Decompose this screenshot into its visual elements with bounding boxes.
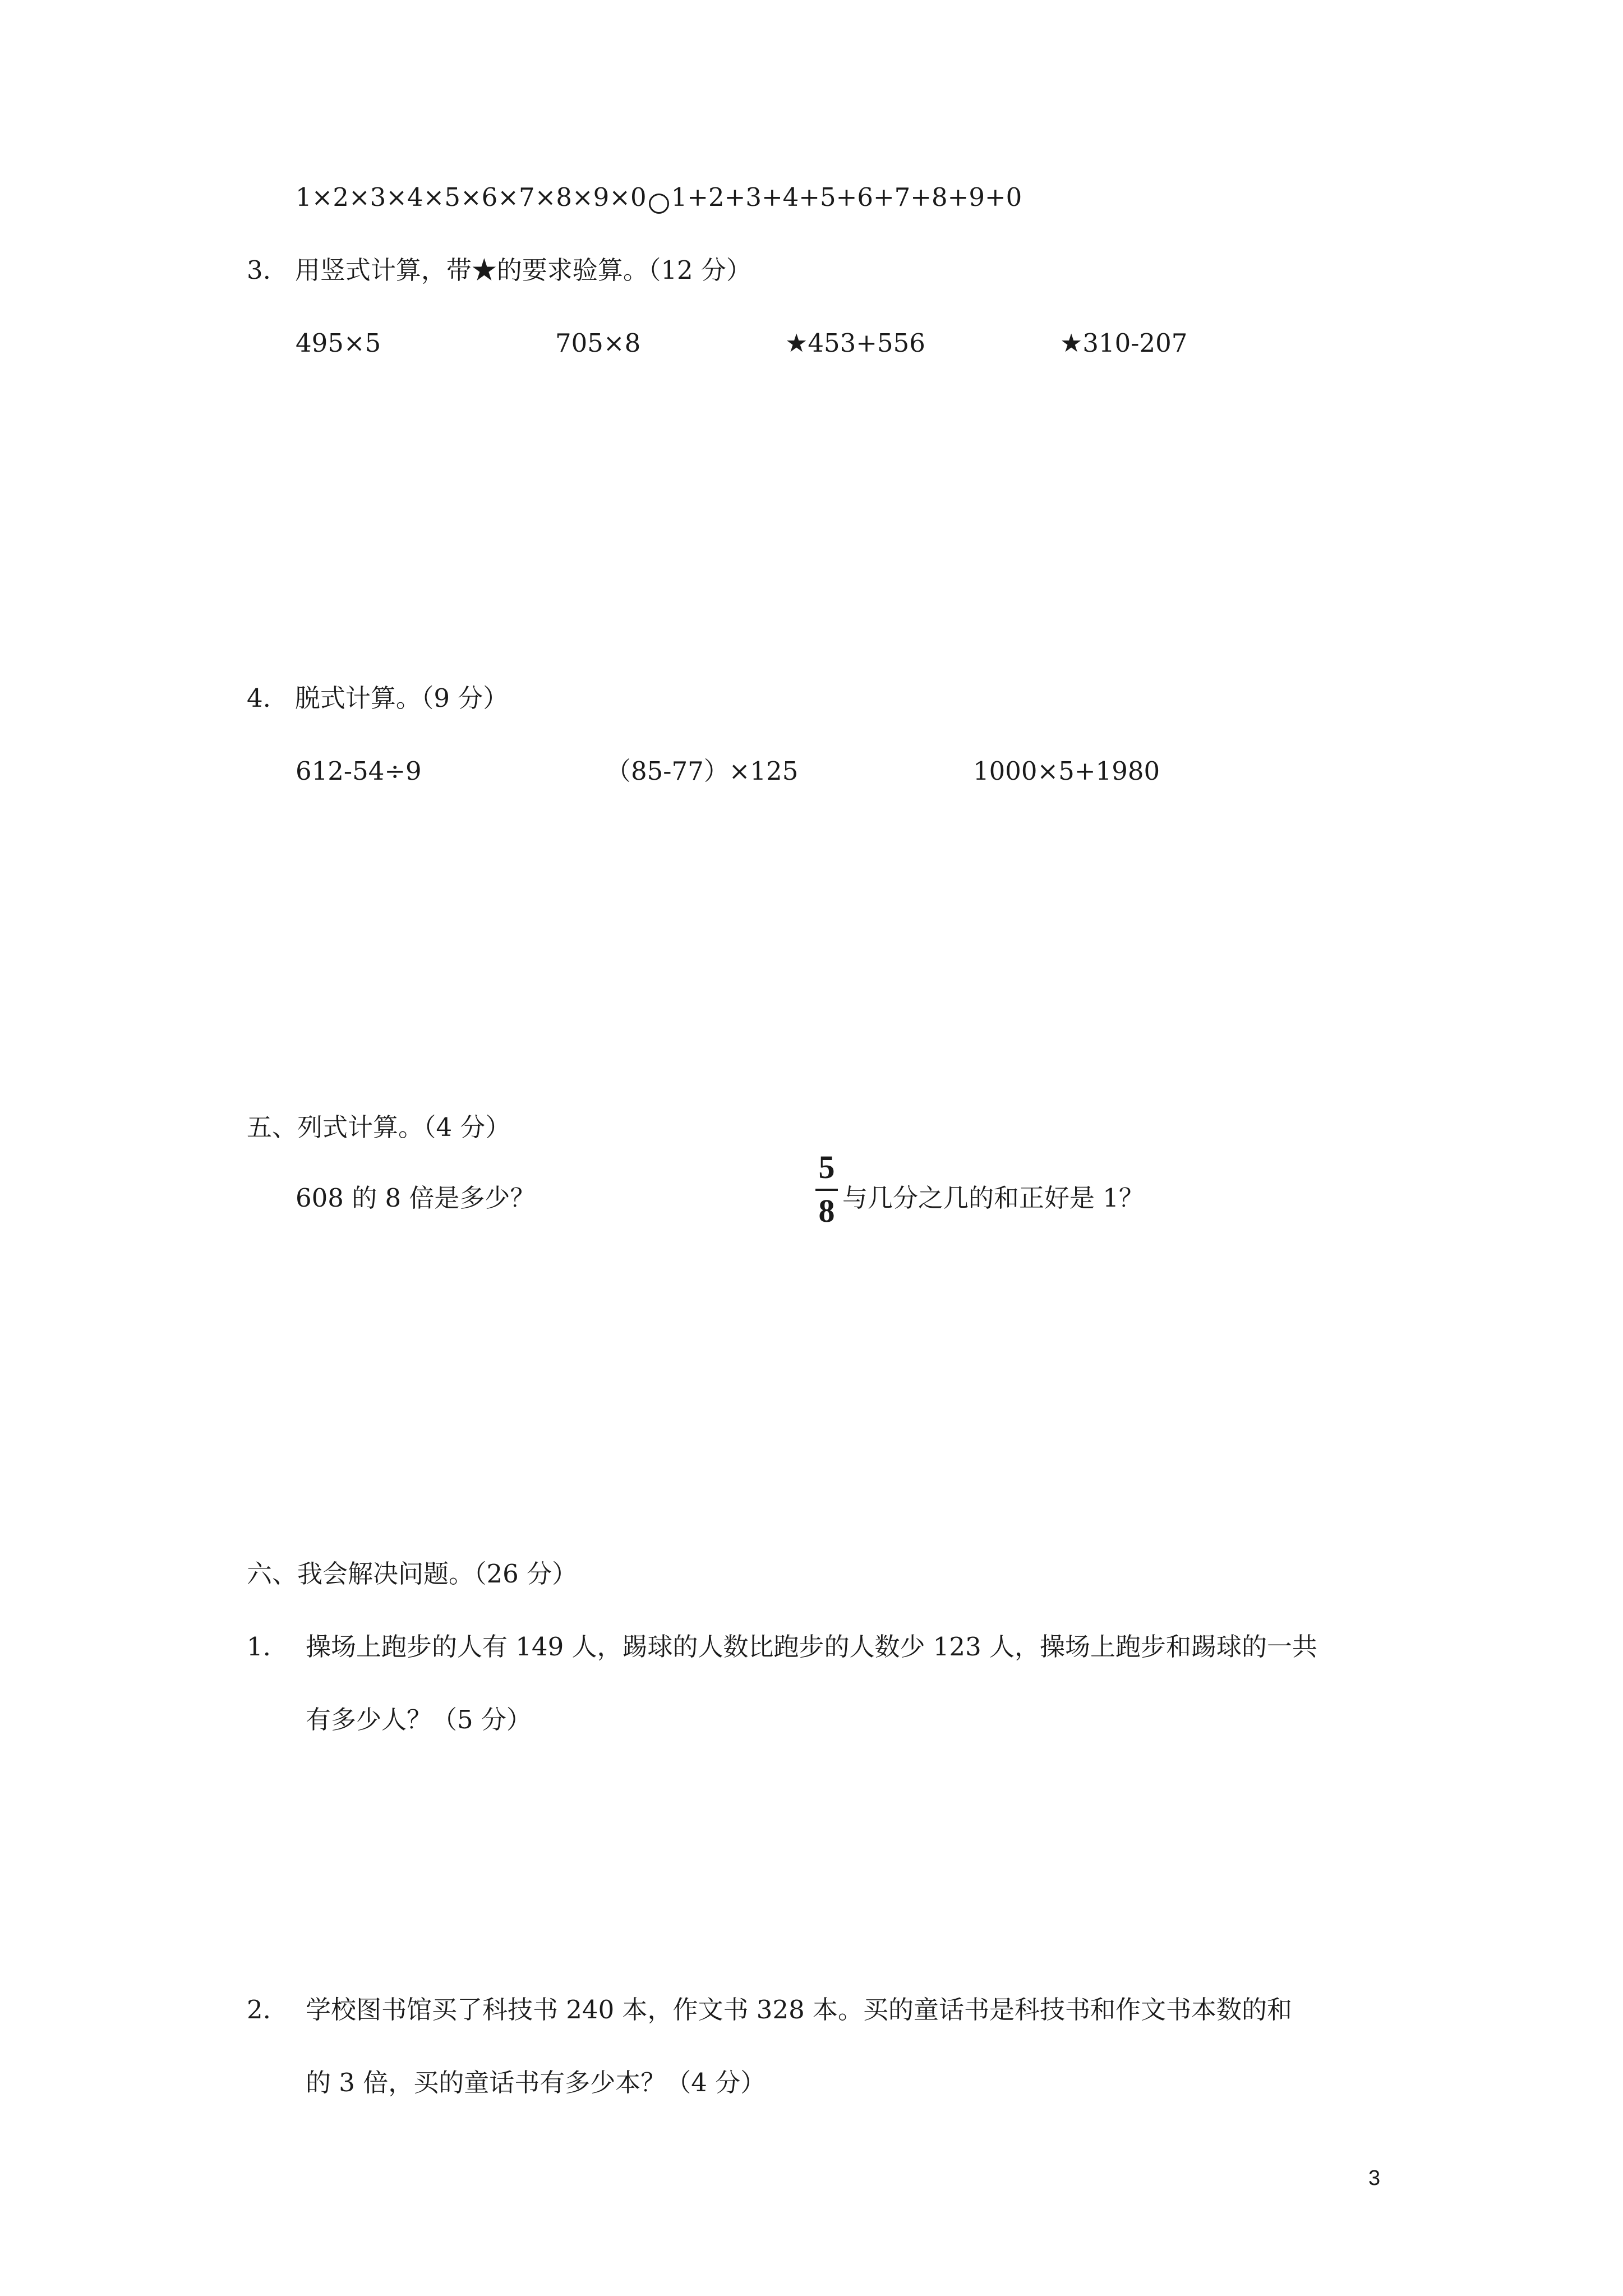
q4-item-2: （85-77）×125 (606, 756, 799, 786)
section5-title: 五、列式计算。（4 分） (247, 1112, 511, 1142)
fraction-denominator: 8 (818, 1193, 835, 1229)
problem-1-line-1: 操场上跑步的人有 149 人，踢球的人数比跑步的人数少 123 人，操场上跑步和踢球的一共 (306, 1632, 1318, 1662)
comparison-row (296, 181, 1022, 214)
q4-item-3: 1000×5+1980 (973, 756, 1160, 786)
comparison-left: 1×2×3×4×5×6×7×8×9×0 (296, 182, 647, 212)
q3-item-1: 495×5 (296, 328, 381, 358)
q3-item-4: ★310-207 (1060, 328, 1188, 358)
problem-2-line-1: 学校图书馆买了科技书 240 本，作文书 328 本。买的童话书是科技书和作文书本数的和 (306, 1995, 1293, 2024)
section5-item-2: 与几分之几的和正好是 1？ (842, 1183, 1144, 1213)
problem-1-number: 1. (247, 1632, 271, 1662)
q4-title: 4. 脱式计算。（9 分） (247, 683, 509, 713)
fraction-numerator: 5 (818, 1149, 835, 1185)
comparison-right: 1+2+3+4+5+6+7+8+9+0 (671, 182, 1022, 212)
page-number: 3 (1368, 2166, 1381, 2190)
problem-1-line-2: 有多少人？（5 分） (306, 1705, 532, 1734)
problem-2-line-2: 的 3 倍，买的童话书有多少本？（4 分） (306, 2068, 766, 2097)
q3-title: 3. 用竖式计算，带★的要求验算。（12 分） (247, 255, 751, 285)
section5-item-1: 608 的 8 倍是多少？ (296, 1183, 536, 1213)
problem-2-number: 2. (247, 1995, 271, 2024)
q3-item-2: 705×8 (555, 328, 641, 358)
q3-item-3: ★453+556 (785, 328, 925, 358)
q4-item-1: 612-54÷9 (296, 756, 422, 786)
section6-title: 六、我会解决问题。（26 分） (247, 1559, 578, 1589)
fraction-bar (815, 1189, 838, 1191)
comparison-answer-circle[interactable] (649, 194, 669, 214)
